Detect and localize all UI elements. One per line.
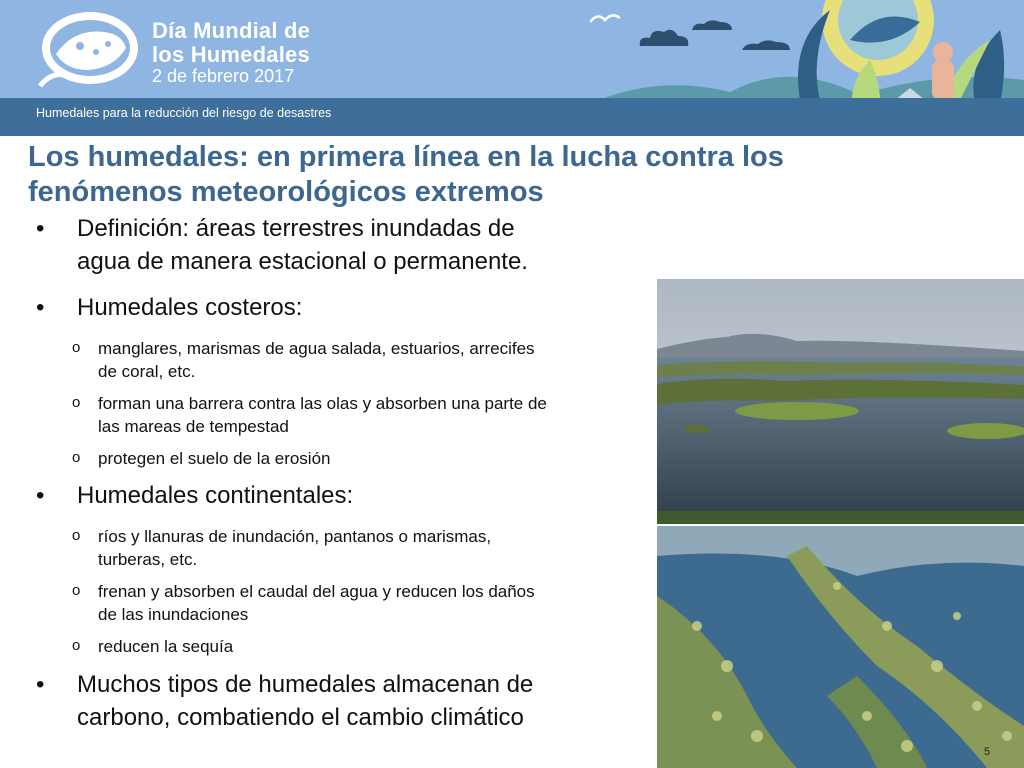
- bullet-text: Humedales continentales:: [77, 482, 354, 509]
- sub-bullet-marker: o: [72, 339, 81, 356]
- sub-bullet-text: ríos y llanuras de inundación, pantanos o marismas,: [98, 527, 492, 546]
- bullet-text: agua de manera estacional o permanente.: [77, 248, 528, 275]
- sub-bullet-marker: o: [72, 394, 81, 411]
- sub-bullet-marker: o: [72, 582, 81, 599]
- sub-bullet-text: de coral, etc.: [98, 362, 196, 381]
- bullet-marker: •: [36, 215, 45, 242]
- bullet-text: Humedales costeros:: [77, 294, 303, 321]
- sub-bullet-text: manglares, marismas de agua salada, estuarios, arrecifes: [98, 339, 535, 358]
- sub-bullet-text: de las inundaciones: [98, 605, 249, 624]
- bullet-text: Definición: áreas terrestres inundadas de: [77, 215, 515, 242]
- sub-bullet-text: forman una barrera contra las olas y absorben una parte de: [98, 394, 547, 413]
- bullet-marker: •: [36, 482, 45, 509]
- cloud-icon: [690, 18, 734, 32]
- sub-bullet-text: frenan y absorben el caudal del agua y reducen los daños: [98, 582, 535, 601]
- banner-date: 2 de febrero 2017: [152, 66, 295, 86]
- bullet-text: carbono, combatiendo el cambio climático: [77, 704, 524, 731]
- cloud-icon: [740, 38, 792, 52]
- coastal-wetland-photo: [657, 279, 1024, 524]
- banner-subtitle: Humedales para la reducción del riesgo de desastres: [36, 106, 332, 120]
- bullet-text: Muchos tipos de humedales almacenan de: [77, 671, 534, 698]
- continental-wetland-photo: [657, 526, 1024, 768]
- banner-title-line1: Día Mundial de: [152, 18, 311, 43]
- slide-title-line1: Los humedales: en primera línea en la lucha contra los: [28, 141, 784, 173]
- sub-bullet-text: protegen el suelo de la erosión: [98, 449, 331, 468]
- sub-bullet-text: las mareas de tempestad: [98, 417, 289, 436]
- slide-title-line2: fenómenos meteorológicos extremos: [28, 176, 544, 208]
- sub-bullet-marker: o: [72, 527, 81, 544]
- bullet-marker: •: [36, 294, 45, 321]
- sub-bullet-marker: o: [72, 637, 81, 654]
- sub-bullet-text: reducen la sequía: [98, 637, 234, 656]
- page-number: 5: [984, 746, 991, 758]
- banner-title-line2: los Humedales: [152, 42, 310, 67]
- sub-bullet-text: turberas, etc.: [98, 550, 198, 569]
- bullet-marker: •: [36, 671, 45, 698]
- sub-bullet-marker: o: [72, 449, 81, 466]
